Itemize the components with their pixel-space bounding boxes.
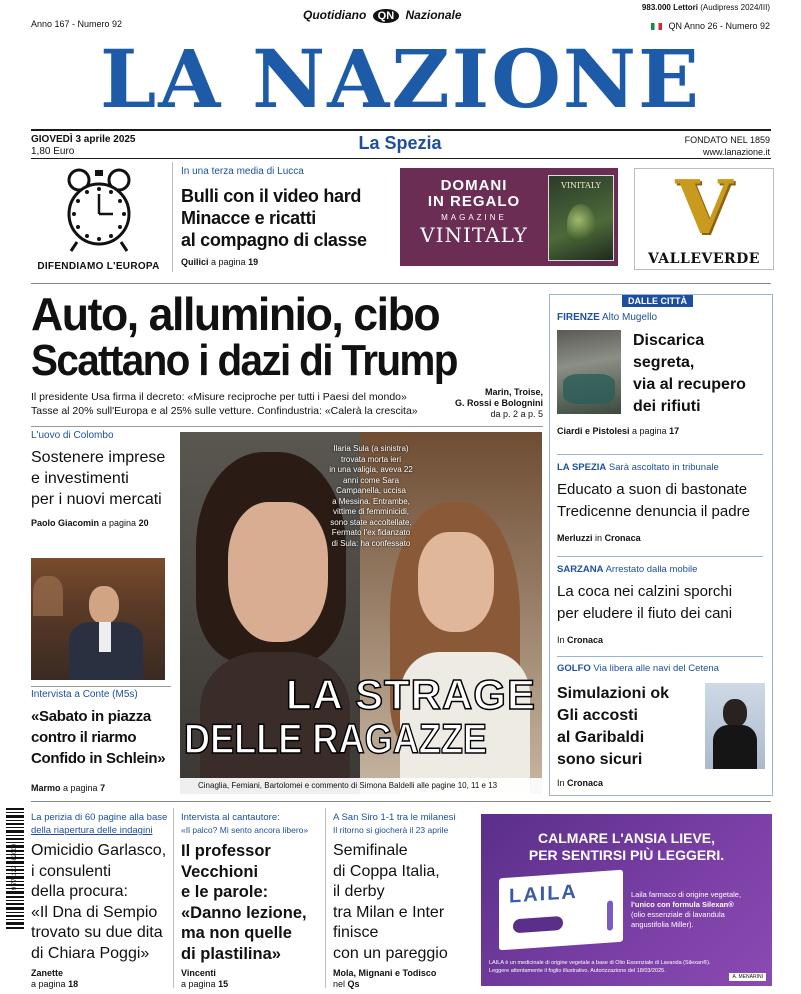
qn-brand-right: Nazionale	[405, 8, 462, 22]
derby-line4: tra Milan e Inter	[333, 903, 445, 921]
garlasco-page: 18	[68, 979, 79, 989]
bulli-page-ref: a pagina	[211, 257, 246, 267]
colombo-article[interactable]	[31, 430, 171, 528]
garlasco-author: Zanette	[31, 968, 64, 978]
vrule-europa	[172, 162, 173, 272]
colombo-line1: Sostenere imprese	[31, 449, 166, 466]
garlasco-page-line	[31, 979, 171, 990]
barcode-number: 9 771122 682009	[12, 843, 18, 891]
garlasco-line1: Omicidio Garlasco,	[31, 842, 167, 859]
garlasco-kicker-2: della riapertura delle indagini	[31, 825, 153, 836]
firenze-sub: Alto Mugello	[602, 312, 658, 323]
derby-author: Mola, Mignani e Todisco	[333, 968, 437, 978]
derby-line3: il derby	[333, 883, 385, 900]
derby-line2: di Coppa Italia,	[333, 862, 440, 880]
vecchioni-page: 15	[218, 979, 229, 989]
lead-bottom-rule	[31, 426, 543, 427]
bulli-kicker: In una terza media di Lucca	[181, 166, 304, 177]
conte-photo-shirt	[99, 622, 111, 652]
golfo-photo-body	[713, 725, 757, 769]
bulli-line2: Minacce e ricatti	[181, 208, 316, 228]
bulli-article[interactable]	[181, 166, 393, 267]
garlasco-article[interactable]	[31, 811, 171, 990]
spezia-in: in	[595, 533, 603, 543]
issue-date: GIOVEDÌ 3 aprile 2025	[31, 134, 136, 145]
lead-title-2: Scattano i dazi di Trump	[31, 336, 457, 385]
laila-legal	[489, 959, 729, 975]
derby-headline	[333, 841, 473, 964]
vecchioni-line6: di plastilina»	[181, 944, 281, 963]
founded-year: FONDATO NEL 1859	[684, 135, 770, 145]
lead-subtitle-2: Tasse al 20% sull'Europa e al 25% sulle vetture. Confindustria: «Calerà la crescita»	[31, 405, 418, 417]
strage-left-face	[228, 502, 328, 642]
firenze-line4: dei rifiuti	[633, 398, 701, 415]
vecchioni-article[interactable]	[181, 811, 321, 990]
masthead-title: LA NAZIONE	[100, 32, 701, 126]
firenze-page-ref: a pagina	[632, 426, 667, 436]
lead-pages: da p. 2 a p. 5	[490, 409, 543, 419]
conte-top-rule	[31, 686, 171, 687]
conte-line2: contro il riarmo	[31, 729, 137, 746]
derby-line6: con un pareggio	[333, 944, 448, 962]
firenze-line3: via al recupero	[633, 376, 746, 393]
edition-number-left: Anno 167 - Numero 92	[31, 19, 123, 29]
vecchioni-line4: «Danno lezione,	[181, 903, 307, 922]
readers-count: 983.000 Lettori	[641, 3, 698, 12]
sarzana-sub: Arrestato dalla mobile	[605, 564, 698, 575]
golfo-photo-head	[723, 699, 747, 727]
golfo-kicker-line	[557, 663, 767, 674]
spezia-kicker: LA SPEZIA	[557, 462, 607, 473]
spezia-author: Merluzzi	[557, 533, 593, 543]
bulli-line3: al compagno di classe	[181, 230, 367, 250]
sarzana-line2: per eludere il fiuto dei cani	[557, 605, 733, 622]
strage-credits: Cinaglia, Femiani, Bartolomei e commento di Simona Baldelli alle pagine 10, 11 e 13	[180, 778, 542, 794]
strage-caption-5: Campanella, uccisa	[336, 486, 406, 495]
strage-caption-10: di Sula: ha confessato	[331, 538, 411, 548]
vinitaly-line2: IN REGALO	[427, 193, 521, 210]
bulli-line1: Bulli con il video hard	[181, 186, 362, 206]
colombo-kicker: L'uovo di Colombo	[31, 430, 114, 441]
golfo-headline	[557, 683, 669, 771]
colombo-line3: per i nuovi mercati	[31, 491, 162, 508]
europa-label: DIFENDIAMO L'EUROPA	[37, 261, 160, 272]
vinitaly-ad-text	[406, 178, 542, 247]
strage-caption-6: a Messina. Entrambe,	[332, 496, 410, 506]
bulli-page: 19	[248, 257, 259, 267]
vecchioni-line3: e le parole:	[181, 883, 269, 901]
firenze-line1: Discarica	[633, 332, 705, 349]
vecchioni-headline	[181, 841, 321, 964]
strage-title-2: DELLE RAGAZZE	[184, 715, 488, 762]
strage-title-1: LA STRAGE	[285, 671, 536, 718]
dateline-founded	[685, 134, 770, 158]
qn-brand	[303, 8, 493, 26]
vecchioni-line2: Vecchioni	[181, 862, 259, 881]
bulli-headline	[181, 185, 393, 251]
bulli-byline	[181, 257, 393, 267]
laila-desc-4: angustifolia Miller).	[631, 920, 694, 929]
laila-desc	[631, 890, 769, 930]
laila-head-2: PER SENTIRSI PIÙ LEGGERI.	[528, 847, 725, 863]
website: www.lanazione.it	[702, 147, 770, 157]
derby-kicker	[333, 811, 473, 837]
conte-author: Marmo	[31, 783, 61, 793]
strage-caption-4: anni come Sara	[342, 475, 400, 485]
laila-lavender-icon	[607, 900, 613, 930]
sarzana-headline	[557, 581, 767, 625]
garlasco-byline	[31, 968, 171, 990]
golfo-byline	[557, 778, 603, 788]
edition-name: La Spezia	[358, 133, 442, 153]
derby-kicker-2: Il ritorno si giocherà il 23 aprile	[333, 825, 449, 835]
dateline-bottom-rule	[31, 158, 771, 159]
derby-byline	[333, 968, 473, 990]
section-rule-1	[31, 283, 771, 284]
bulli-author: Quilici	[181, 257, 209, 267]
derby-section-ref: nel	[333, 979, 346, 989]
spezia-headline	[557, 479, 767, 523]
conte-byline	[31, 783, 171, 793]
derby-article[interactable]	[333, 811, 473, 990]
golfo-kicker: GOLFO	[557, 663, 591, 674]
sarzana-line1: La coca nei calzini sporchi	[557, 583, 733, 600]
dalle-rule-3	[557, 656, 763, 657]
dalle-rule-1	[557, 454, 763, 455]
garlasco-line6: di Chiara Poggi»	[31, 944, 150, 962]
golfo-line3: al Garibaldi	[557, 729, 645, 746]
laila-ad[interactable]	[481, 814, 772, 986]
edition-number-right	[651, 21, 770, 31]
conte-photo-bg-figure	[33, 576, 63, 616]
colombo-author: Paolo Giacomin	[31, 518, 100, 528]
vecchioni-kicker-2: «Il palco? Mi sento ancora libero»	[181, 825, 309, 835]
vinitaly-ad[interactable]	[400, 168, 618, 266]
strage-caption-7: vittime di femminicidi,	[332, 507, 409, 516]
valleverde-name: VALLEVERDE	[648, 251, 760, 267]
section-rule-2	[31, 801, 771, 802]
vecchioni-byline	[181, 968, 321, 990]
vecchioni-page-line	[181, 979, 321, 990]
laila-desc-1: Laila farmaco di origine vegetale,	[631, 890, 742, 899]
conte-page: 7	[100, 783, 106, 793]
italy-flag-icon	[651, 23, 662, 30]
colombo-line2: e investimenti	[31, 470, 129, 487]
strage-caption-3: in una valigia, aveva 22	[329, 465, 413, 474]
strage-caption-8: sono state accoltellate.	[330, 517, 412, 527]
sarzana-kicker: SARZANA	[557, 564, 604, 575]
derby-kicker-1: A San Siro 1-1 tra le milanesi	[333, 812, 456, 823]
sarzana-article[interactable]	[557, 564, 767, 645]
conte-line1: «Sabato in piazza	[31, 708, 151, 725]
dalle-citta-label: DALLE CITTÀ	[622, 295, 693, 307]
vinitaly-cover-glass	[567, 204, 595, 244]
readers-info	[642, 3, 770, 12]
laila-desc-3: (olio essenziale di lavandula	[631, 910, 725, 919]
sarzana-byline	[557, 635, 767, 645]
laila-head-1: CALMARE L'ANSIA LIEVE,	[537, 830, 716, 846]
colombo-page-ref: a pagina	[101, 518, 137, 528]
laila-desc-2: l'unico con formula Silexan®	[631, 900, 734, 909]
spezia-kicker-line	[557, 462, 767, 473]
conte-article[interactable]	[31, 689, 171, 793]
sarzana-in: In	[557, 635, 565, 645]
golfo-line4: sono sicuri	[557, 751, 643, 768]
laila-pill-icon	[513, 916, 563, 933]
vinitaly-line3: MAGAZINE	[441, 213, 507, 222]
golfo-sub: Via libera alle navi del Cetena	[593, 663, 719, 674]
lead-article[interactable]	[31, 289, 543, 421]
laila-maker: A. MENARINI	[729, 973, 766, 981]
lead-byline	[455, 387, 543, 420]
vecchioni-line1: Il professor	[181, 842, 271, 860]
laila-legal-1: LAILA è un medicinale di origine vegetale a base di Olio Essenziale di Lavanda (Silexan®).	[489, 960, 711, 966]
garlasco-kicker-1: La perizia di 60 pagine alla base	[31, 812, 168, 823]
golfo-in: In	[557, 778, 565, 788]
golfo-article[interactable]	[557, 663, 767, 788]
qn-edition-number: QN Anno 26 - Numero 92	[668, 21, 770, 31]
garlasco-line2: i consulenti	[31, 862, 112, 880]
golfo-line2: Gli accosti	[557, 707, 638, 724]
vinitaly-cover-title: VINITALY	[561, 181, 601, 190]
vinitaly-magazine-cover	[548, 175, 614, 261]
golfo-photo	[705, 683, 765, 769]
colombo-page: 20	[138, 518, 149, 528]
lead-authors-1: Marin, Troise,	[484, 387, 543, 397]
conte-page-ref: a pagina	[63, 783, 98, 793]
garlasco-headline	[31, 841, 171, 964]
derby-line1: Semifinale	[333, 842, 408, 859]
laila-head	[481, 830, 772, 864]
spezia-line2: Tredicenne denuncia il padre	[557, 503, 750, 520]
spezia-line1: Educato a suon di bastonate	[557, 481, 748, 498]
strage-photo[interactable]	[180, 432, 542, 794]
conte-kicker: Intervista a Conte (M5s)	[31, 689, 138, 700]
spezia-section: Cronaca	[604, 533, 641, 543]
issue-price: 1,80 Euro	[31, 146, 75, 157]
vinitaly-line4: VINITALY	[420, 223, 528, 247]
vecchioni-kicker-1: Intervista al cantautore:	[181, 812, 280, 823]
vrule-bottom-2	[325, 808, 326, 988]
europa-box	[31, 162, 166, 274]
strage-caption	[316, 444, 426, 549]
conte-photo-head	[89, 586, 119, 624]
conte-headline	[31, 706, 171, 769]
garlasco-line3: della procura:	[31, 883, 128, 900]
readers-source: (Audipress 2024/III)	[700, 3, 770, 12]
colombo-headline	[31, 447, 171, 510]
qn-logo: QN	[373, 9, 400, 23]
garlasco-page-ref: a pagina	[31, 979, 66, 989]
garlasco-line5: trovato su due dita	[31, 924, 163, 941]
lead-title-1: Auto, alluminio, cibo	[31, 288, 440, 340]
lead-authors-2: G. Rossi e Bolognini	[454, 398, 543, 408]
firenze-author: Ciardi e Pistolesi	[557, 426, 630, 436]
conte-line3: Confido in Schlein»	[31, 750, 166, 767]
firenze-page: 17	[669, 426, 680, 436]
laila-legal-2: Leggere attentamente il foglio illustrativo. Autorizzazione del 18/03/2025.	[489, 968, 666, 974]
spezia-sub: Sarà ascoltato in tribunale	[608, 462, 719, 473]
laila-product: LAILA	[509, 880, 578, 908]
lead-subtitle-1: Il presidente Usa firma il decreto: «Misure reciproche per tutti i Paesi del mondo»	[31, 391, 407, 403]
spezia-article[interactable]	[557, 462, 767, 543]
golfo-section: Cronaca	[567, 778, 604, 788]
garlasco-line4: «Il Dna di Sempio	[31, 903, 158, 921]
vecchioni-page-ref: a pagina	[181, 979, 216, 989]
firenze-article[interactable]	[557, 312, 767, 436]
laila-box	[499, 870, 623, 951]
derby-section: Qs	[347, 979, 360, 989]
vecchioni-kicker	[181, 811, 321, 837]
derby-line5: finisce	[333, 924, 379, 941]
conte-photo	[31, 558, 165, 680]
strage-caption-1: Ilaria Sula (a sinistra)	[333, 444, 409, 453]
vecchioni-line5: ma non quelle	[181, 924, 292, 942]
dateline-top-rule	[31, 129, 771, 131]
golfo-line1: Simulazioni ok	[557, 685, 670, 702]
dalle-rule-2	[557, 556, 763, 557]
valleverde-mark: V	[675, 165, 733, 251]
spezia-byline	[557, 533, 767, 543]
sarzana-section: Cronaca	[567, 635, 604, 645]
firenze-photo	[557, 330, 621, 414]
alarm-clock-icon	[31, 162, 166, 254]
garlasco-kicker	[31, 811, 171, 837]
derby-section-line	[333, 979, 473, 990]
sarzana-kicker-line	[557, 564, 767, 575]
qn-brand-left: Quotidiano	[303, 8, 367, 22]
vecchioni-author: Vincenti	[181, 968, 216, 978]
firenze-line2: segreta,	[633, 354, 695, 371]
firenze-photo-debris	[563, 374, 615, 404]
valleverde-ad[interactable]	[634, 165, 774, 270]
strage-caption-2: trovata morta ieri	[340, 454, 402, 464]
firenze-headline	[633, 330, 746, 418]
vinitaly-line1: DOMANI	[440, 177, 508, 194]
dateline-date	[31, 134, 136, 158]
firenze-byline	[557, 426, 679, 436]
strage-right-face	[418, 532, 494, 632]
vrule-bottom-1	[173, 808, 174, 988]
strage-caption-9: Fermato l'ex fidanzato	[331, 528, 411, 537]
colombo-byline	[31, 518, 171, 528]
firenze-kicker: FIRENZE	[557, 312, 600, 323]
firenze-kicker-line	[557, 312, 767, 323]
